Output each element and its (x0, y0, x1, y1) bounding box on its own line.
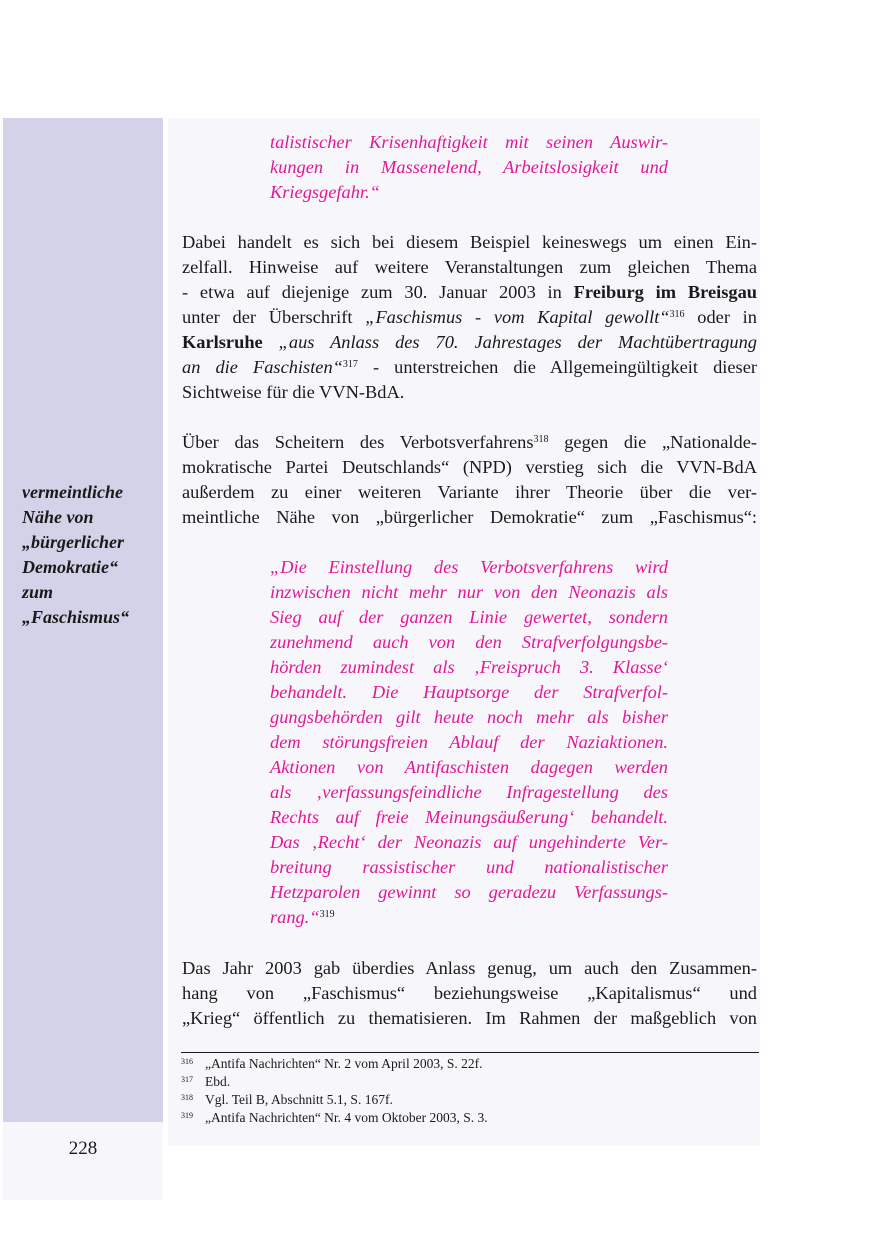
event-title: „Faschismus - vom Kapital gewollt“ (365, 307, 670, 327)
footnote-ref-316: 316 (669, 309, 685, 320)
quote-line: zunehmend auch von den Strafverfolgungsbe- (270, 632, 668, 652)
text-line: - etwa auf diejenige zum 30. Januar 2003 in (182, 282, 574, 302)
text-line: zelfall. Hinweise auf weitere Veranstaltungen zum gleichen Thema (182, 257, 757, 277)
quote-continuation (270, 130, 668, 205)
margin-note-line: zum (22, 582, 54, 602)
block-quote (270, 555, 668, 930)
quote-line: dem störungsfreien Ablauf der Naziaktionen. (270, 732, 668, 752)
text-line: meintliche Nähe von „bürgerlicher Demokratie“ zum „Faschismus“: (182, 507, 757, 527)
quote-line: Rechts auf freie Meinungsäußerung‘ behandelt. (270, 807, 668, 827)
margin-note (22, 480, 152, 630)
quote-line: kungen in Massenelend, Arbeitslosigkeit und (270, 157, 668, 177)
quote-line: Aktionen von Antifaschisten dagegen werden (270, 757, 668, 777)
quote-line: Kriegsgefahr.“ (270, 182, 380, 202)
text-line: gegen die „Nationalde- (548, 432, 757, 452)
paragraph-3 (182, 956, 757, 1031)
footnote-text: „Antifa Nachrichten“ Nr. 4 vom Oktober 2003, S. 3. (205, 1110, 488, 1125)
paragraph-2 (182, 430, 757, 530)
quote-line: behandelt. Die Hauptsorge der Strafverfol- (270, 682, 668, 702)
text-line: - unterstreichen die Allgemeingültigkeit dieser (357, 357, 758, 377)
place-name-freiburg: Freiburg im Breisgau (573, 282, 757, 302)
margin-note-line: Nähe von (22, 507, 94, 527)
margin-note-line: „Faschismus“ (22, 607, 130, 627)
text-line: mokratische Partei Deutschlands“ (NPD) verstieg sich die VVN-BdA (182, 457, 757, 477)
text-line: Das Jahr 2003 gab überdies Anlass genug, um auch den Zusammen- (182, 958, 757, 978)
footnote-ref-319: 319 (319, 909, 335, 920)
text-line: Dabei handelt es sich bei diesem Beispiel keineswegs um einen Ein- (182, 232, 757, 252)
text-line: oder in (684, 307, 757, 327)
footnote-ref-318: 318 (533, 434, 549, 445)
footnotes (181, 1055, 741, 1127)
quote-line: rang.“ (270, 907, 320, 927)
quote-line: inzwischen nicht mehr nur von den Neonazis als (270, 582, 668, 602)
quote-line: gungsbehörden gilt heute noch mehr als bisher (270, 707, 668, 727)
text-line: unter der Überschrift (182, 307, 366, 327)
text-line: „Krieg“ öffentlich zu thematisieren. Im Rahmen der maßgeblich von (182, 1008, 757, 1028)
margin-note-line: Demokratie“ (22, 557, 118, 577)
quote-line: hörden zumindest als ‚Freispruch 3. Klasse‘ (270, 657, 668, 677)
text-line: hang von „Faschismus“ beziehungsweise „Kapitalismus“ und (182, 983, 757, 1003)
paragraph-1 (182, 230, 757, 405)
footnote-ref-317: 317 (342, 359, 358, 370)
footnote: 316 „Antifa Nachrichten“ Nr. 2 vom April 2003, S. 22f. (181, 1056, 483, 1071)
text-line: Sichtweise für die VVN-BdA. (182, 382, 405, 402)
text-line: außerdem zu einer weiteren Variante ihrer Theorie über die ver- (182, 482, 757, 502)
quote-line: talistischer Krisenhaftigkeit mit seinen Auswir- (270, 132, 668, 152)
footnote: 318 Vgl. Teil B, Abschnitt 5.1, S. 167f. (181, 1092, 393, 1107)
quote-line: „Die Einstellung des Verbotsverfahrens wird (270, 557, 668, 577)
event-title: an die Faschisten“ (182, 357, 343, 377)
footnote-text: Ebd. (205, 1074, 231, 1089)
quote-line: breitung rassistischer und nationalistischer (270, 857, 668, 877)
footnote-divider (181, 1052, 759, 1053)
margin-note-line: „bürgerlicher (22, 532, 125, 552)
footnote-text: Vgl. Teil B, Abschnitt 5.1, S. 167f. (205, 1092, 393, 1107)
quote-line: als ‚verfassungsfeindliche Infragestellung des (270, 782, 668, 802)
margin-note-line: vermeintliche (22, 482, 123, 502)
quote-line: Sieg auf der ganzen Linie gewertet, sondern (270, 607, 668, 627)
footnote: 319 „Antifa Nachrichten“ Nr. 4 vom Oktober 2003, S. 3. (181, 1110, 488, 1125)
page-number-box (3, 1122, 163, 1200)
page-number: 228 (68, 1138, 98, 1159)
footnote: 317 Ebd. (181, 1074, 231, 1089)
place-name-karlsruhe: Karlsruhe (182, 332, 263, 352)
quote-line: Das ‚Recht‘ der Neonazis auf ungehinderte Ver- (270, 832, 668, 852)
event-title: „aus Anlass des 70. Jahrestages der Machtübertragung (262, 332, 757, 352)
text-line: Über das Scheitern des Verbotsverfahrens (182, 432, 534, 452)
quote-line: Hetzparolen gewinnt so geradezu Verfassungs- (270, 882, 668, 902)
footnote-text: „Antifa Nachrichten“ Nr. 2 vom April 2003, S. 22f. (205, 1056, 483, 1071)
